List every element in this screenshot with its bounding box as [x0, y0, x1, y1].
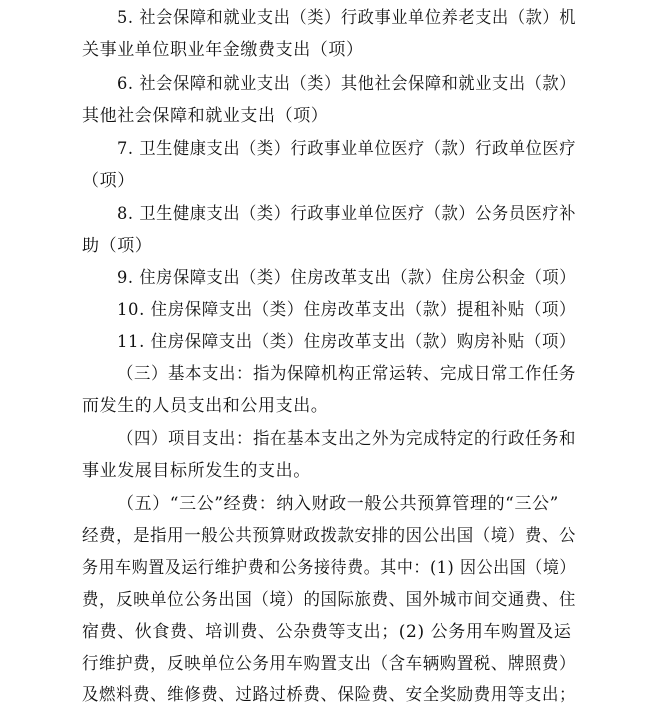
text-line: 行维护费，反映单位公务用车购置支出（含车辆购置税、牌照费）	[82, 654, 577, 674]
text-line: 助（项）	[82, 236, 153, 256]
text-line: 务用车购置及运行维护费和公务接待费。其中：(1) 因公出国（境）	[82, 558, 576, 578]
text-line: 及燃料费、维修费、过路过桥费、保险费、安全奖励费用等支出；	[82, 685, 577, 705]
text-line: 11. 住房保障支出（类）住房改革支出（款）购房补贴（项）	[117, 332, 576, 352]
text-line: 而发生的人员支出和公用支出。	[82, 396, 329, 416]
text-line: 5. 社会保障和就业支出（类）行政事业单位养老支出（款）机	[117, 8, 576, 28]
text-line: （五）“三公”经费：纳入财政一般公共预算管理的“三公”	[117, 494, 559, 514]
text-line: 8. 卫生健康支出（类）行政事业单位医疗（款）公务员医疗补	[117, 204, 576, 224]
text-line: 经费，是指用一般公共预算财政拨款安排的因公出国（境）费、公	[82, 526, 577, 546]
text-line: 10. 住房保障支出（类）住房改革支出（款）提租补贴（项）	[117, 300, 576, 320]
text-line: 9. 住房保障支出（类）住房改革支出（款）住房公积金（项）	[117, 268, 576, 288]
text-line: （三）基本支出：指为保障机构正常运转、完成日常工作任务	[117, 364, 576, 384]
text-line: 关事业单位职业年金缴费支出（项）	[82, 40, 364, 60]
text-line: （项）	[82, 171, 135, 191]
text-line: （四）项目支出：指在基本支出之外为完成特定的行政任务和	[117, 429, 576, 449]
text-line: 6. 社会保障和就业支出（类）其他社会保障和就业支出（款）	[117, 74, 576, 94]
text-line: 宿费、伙食费、培训费、公杂费等支出；(2) 公务用车购置及运	[82, 622, 572, 642]
text-line: 7. 卫生健康支出（类）行政事业单位医疗（款）行政单位医疗	[117, 139, 576, 159]
text-line: 费，反映单位公务出国（境）的国际旅费、国外城市间交通费、住	[82, 590, 577, 610]
text-line: 其他社会保障和就业支出（项）	[82, 106, 329, 126]
text-line: 事业发展目标所发生的支出。	[82, 461, 311, 481]
